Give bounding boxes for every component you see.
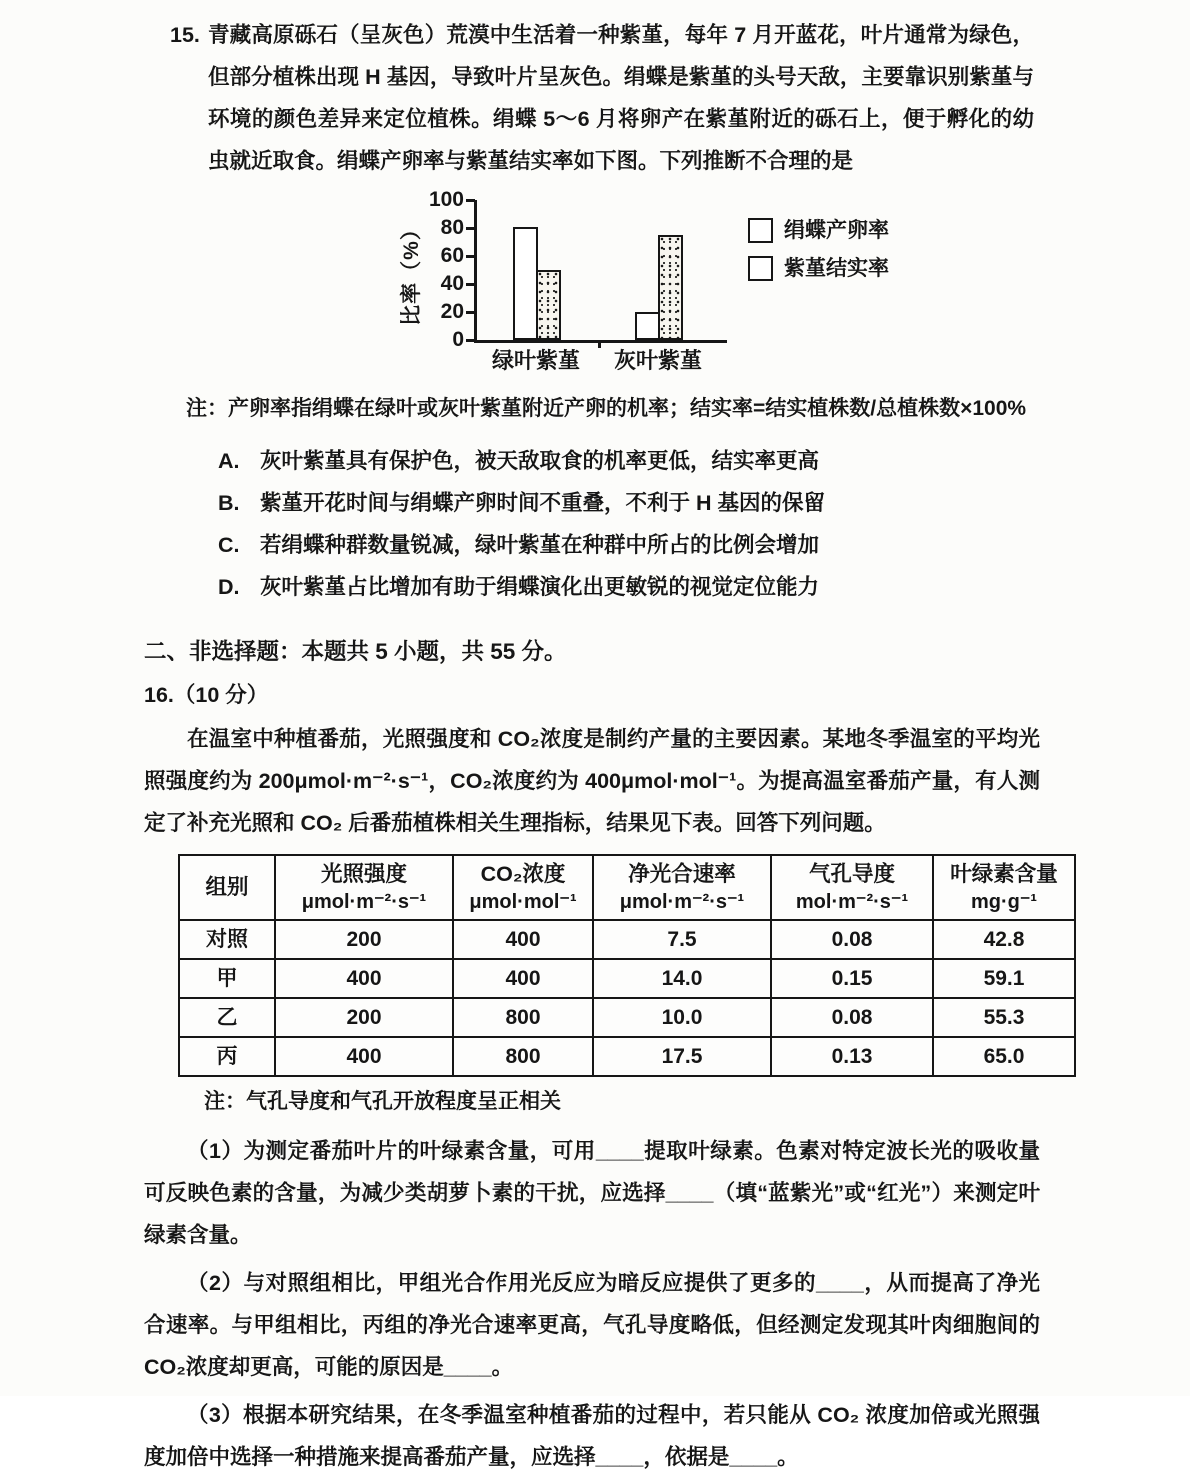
table-cell: 0.13	[771, 1037, 933, 1076]
option-a	[218, 440, 1040, 482]
option-d-label: D.	[218, 575, 240, 599]
y-tick-label: 20	[440, 300, 464, 323]
table-cell: 800	[453, 998, 593, 1037]
bar-plain	[513, 227, 538, 340]
data-table	[178, 854, 1076, 1077]
bar-plot	[474, 200, 727, 343]
y-tick-label: 0	[452, 328, 464, 351]
table-cell: 丙	[179, 1037, 275, 1076]
option-d-text: 灰叶紫堇占比增加有助于绢蝶演化出更敏锐的视觉定位能力	[260, 575, 820, 599]
column-header-name: 叶绿素含量	[950, 862, 1058, 886]
table-cell: 0.08	[771, 998, 933, 1037]
table-cell: 400	[453, 959, 593, 998]
y-tick-mark	[466, 311, 475, 314]
column-header-name: 光照强度	[320, 862, 407, 886]
question-15	[170, 14, 1034, 182]
column-header	[771, 855, 933, 920]
question-15-note: 注：产卵率指绢蝶在绿叶或灰叶紫堇附近产卵的机率；结实率=结实植株数/总植株数×100%	[186, 397, 1027, 420]
legend-item	[748, 256, 889, 281]
option-c-label: C.	[218, 533, 240, 557]
column-header-name: 净光合速率	[628, 862, 736, 886]
question-16-intro: 在温室中种植番茄，光照强度和 CO₂浓度是制约产量的主要因素。某地冬季温室的平均光照强度约为 200μmol·m⁻²·s⁻¹，CO₂浓度约为 400μmol·mol⁻¹。为提高温室番茄产量，有人测定了补充光照和 CO₂ 后番茄植株相关生理指标，结果见下表。回答下列问题。	[144, 727, 1040, 835]
table-cell: 对照	[179, 920, 275, 959]
bar-chart	[396, 188, 996, 384]
column-header-unit: mol·m⁻²·s⁻¹	[795, 891, 909, 913]
option-a-text: 灰叶紫堇具有保护色，被天敌取食的机率更低，结实率更高	[260, 449, 820, 473]
table-cell: 42.8	[933, 920, 1075, 959]
table-cell: 65.0	[933, 1037, 1075, 1076]
x-category-label: 绿叶紫堇	[491, 348, 580, 373]
table-body	[179, 920, 1075, 1076]
legend-swatch	[748, 256, 773, 281]
legend-swatch	[748, 218, 773, 243]
column-header	[179, 855, 275, 920]
table-row	[179, 959, 1075, 998]
legend-label: 紫堇结实率	[784, 257, 889, 280]
option-c-text: 若绢蝶种群数量锐减，绿叶紫堇在种群中所占的比例会增加	[260, 533, 820, 557]
table-row	[179, 998, 1075, 1037]
sub-question-3: （3）根据本研究结果，在冬季温室种植番茄的过程中，若只能从 CO₂ 浓度加倍或光照强度加倍中选择一种措施来提高番茄产量，应选择____，依据是____。	[144, 1403, 1040, 1469]
column-header-name: 气孔导度	[808, 862, 895, 886]
table-cell: 0.15	[771, 959, 933, 998]
table-note: 注：气孔导度和气孔开放程度呈正相关	[204, 1090, 561, 1113]
chart-legend	[748, 218, 889, 281]
y-tick-label: 100	[428, 188, 464, 211]
y-tick-label: 40	[440, 272, 464, 295]
table-cell: 55.3	[933, 998, 1075, 1037]
column-header	[933, 855, 1075, 920]
column-header	[593, 855, 771, 920]
table-row	[179, 1037, 1075, 1076]
column-header-unit: μmol·m⁻²·s⁻¹	[619, 891, 745, 913]
y-tick-mark	[466, 339, 475, 342]
question-15-options	[218, 440, 1040, 608]
bar-plain	[635, 312, 660, 340]
y-tick-label: 60	[440, 244, 464, 267]
question-15-number: 15.	[170, 23, 200, 47]
option-c	[218, 524, 1040, 566]
table-cell: 200	[275, 920, 453, 959]
option-b	[218, 482, 1040, 524]
y-axis-label: 比率（%）	[400, 218, 423, 326]
sub-question-1: （1）为测定番茄叶片的叶绿素含量，可用____提取叶绿素。色素对特定波长光的吸收量可反映色素的含量，为减少类胡萝卜素的干扰，应选择____（填“蓝紫光”或“红光”）来测定叶绿素含量。	[144, 1139, 1040, 1247]
table-header-row	[179, 855, 1075, 920]
table-cell: 10.0	[593, 998, 771, 1037]
table-cell: 400	[275, 959, 453, 998]
table-cell: 7.5	[593, 920, 771, 959]
bar-group	[513, 227, 561, 340]
column-header-unit: μmol·m⁻²·s⁻¹	[301, 891, 427, 913]
column-header-unit: mg·g⁻¹	[970, 891, 1038, 913]
x-category-label: 灰叶紫堇	[613, 348, 702, 373]
column-header	[453, 855, 593, 920]
table-row	[179, 920, 1075, 959]
question-16-heading: 16.（10 分）	[144, 683, 269, 707]
table-cell: 乙	[179, 998, 275, 1037]
table-cell: 200	[275, 998, 453, 1037]
table-cell: 400	[275, 1037, 453, 1076]
table-cell: 59.1	[933, 959, 1075, 998]
bar-speckled	[536, 270, 561, 340]
table-cell: 17.5	[593, 1037, 771, 1076]
option-b-label: B.	[218, 491, 240, 515]
bar-speckled	[658, 235, 683, 340]
table-cell: 14.0	[593, 959, 771, 998]
y-tick-mark	[466, 199, 475, 202]
column-header	[275, 855, 453, 920]
option-a-label: A.	[218, 449, 240, 473]
option-b-text: 紫堇开花时间与绢蝶产卵时间不重叠，不利于 H 基因的保留	[260, 491, 825, 515]
column-header-unit: μmol·mol⁻¹	[469, 891, 577, 913]
bar-group	[635, 235, 683, 340]
table-cell: 400	[453, 920, 593, 959]
sub-question-2: （2）与对照组相比，甲组光合作用光反应为暗反应提供了更多的____，从而提高了净光合速率。与甲组相比，丙组的净光合速率更高，气孔导度略低，但经测定发现其叶肉细胞间的 CO₂浓度却更高，可能的原因是____。	[144, 1271, 1040, 1379]
column-header-name: 组别	[205, 875, 249, 899]
y-tick-mark	[466, 283, 475, 286]
table-cell: 甲	[179, 959, 275, 998]
x-axis-mid-tick	[598, 340, 601, 348]
y-tick-mark	[466, 255, 475, 258]
section-2-heading: 二、非选择题：本题共 5 小题，共 55 分。	[144, 639, 567, 664]
table-cell: 0.08	[771, 920, 933, 959]
table-cell: 800	[453, 1037, 593, 1076]
y-tick-mark	[466, 227, 475, 230]
column-header-name: CO₂浓度	[480, 862, 566, 886]
legend-label: 绢蝶产卵率	[784, 219, 889, 242]
option-d	[218, 566, 1040, 608]
y-tick-label: 80	[440, 216, 464, 239]
legend-item	[748, 218, 889, 243]
question-15-stem: 青藏高原砾石（呈灰色）荒漠中生活着一种紫堇，每年 7 月开蓝花，叶片通常为绿色，但部分植株出现 H 基因，导致叶片呈灰色。绢蝶是紫堇的头号天敌，主要靠识别紫堇与环境的颜色差异来定位植株。绢蝶 5～6 月将卵产在紫堇附近的砾石上，便于孵化的幼虫就近取食。绢蝶产卵率与紫堇结实率如下图。下列推断不合理的是	[208, 23, 1034, 173]
